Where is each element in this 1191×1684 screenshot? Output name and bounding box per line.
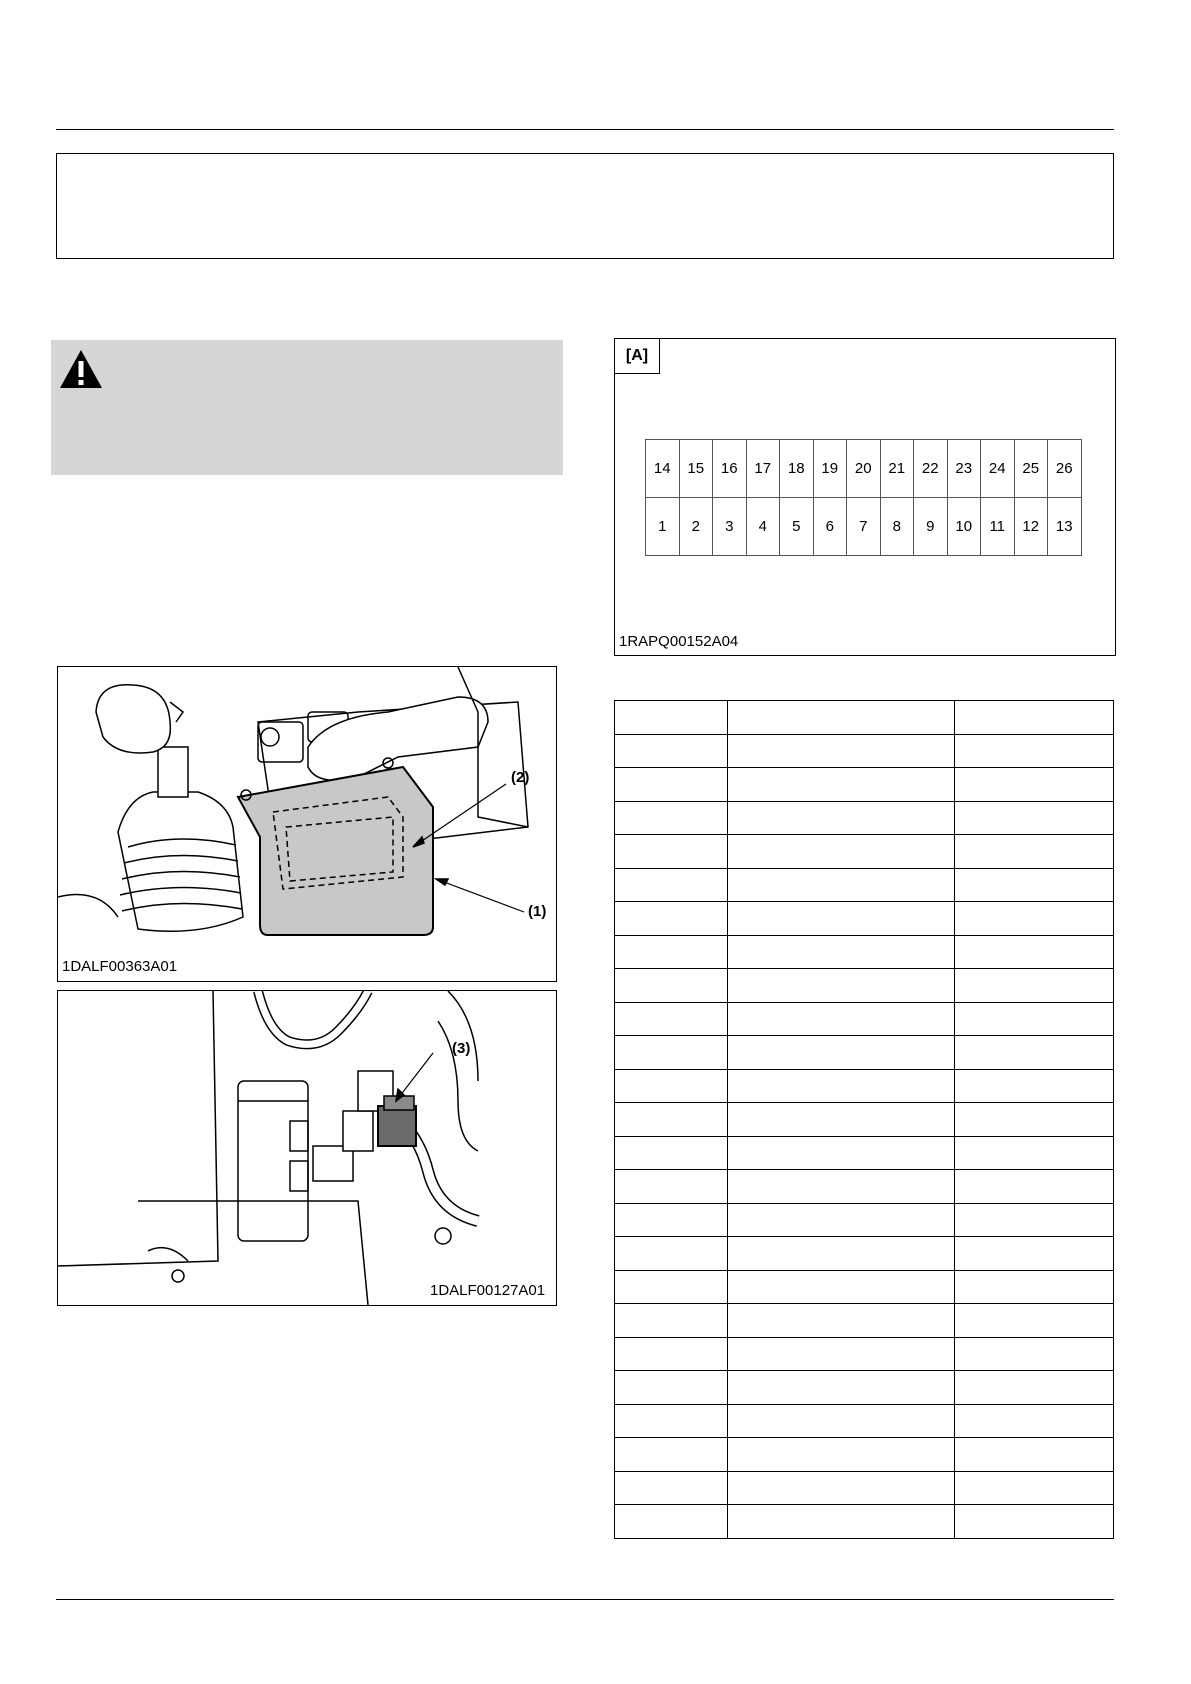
table-cell — [728, 969, 955, 1003]
table-row — [615, 1505, 1114, 1539]
table-cell — [728, 1002, 955, 1036]
pin-cell: 3 — [713, 498, 747, 556]
pin-cell: 4 — [746, 498, 780, 556]
table-cell — [728, 902, 955, 936]
pin-cell: 10 — [947, 498, 981, 556]
table-cell — [955, 1304, 1114, 1338]
pin-cell: 23 — [947, 440, 981, 498]
table-cell — [615, 801, 728, 835]
callout-1: (1) — [528, 903, 547, 920]
table-cell — [955, 801, 1114, 835]
table-row — [615, 734, 1114, 768]
pin-cell: 21 — [880, 440, 914, 498]
table-row — [615, 1471, 1114, 1505]
pin-cell: 20 — [847, 440, 881, 498]
table-cell — [615, 1170, 728, 1204]
pin-cell: 8 — [880, 498, 914, 556]
table-row — [615, 701, 1114, 735]
table-cell — [728, 1337, 955, 1371]
table-cell — [615, 935, 728, 969]
relay-illustration — [58, 991, 556, 1305]
table-row — [615, 1270, 1114, 1304]
table-cell — [728, 801, 955, 835]
table-cell — [615, 1270, 728, 1304]
table-cell — [615, 1505, 728, 1539]
connector-label: [A] — [615, 339, 660, 374]
pin-cell: 22 — [914, 440, 948, 498]
table-cell — [615, 768, 728, 802]
table-cell — [728, 1069, 955, 1103]
connector-pin-table — [645, 439, 1082, 556]
footer-rule — [56, 1599, 1114, 1600]
table-row — [615, 835, 1114, 869]
table-row — [615, 868, 1114, 902]
pin-cell: 19 — [813, 440, 847, 498]
table-cell — [615, 1136, 728, 1170]
table-cell — [728, 1404, 955, 1438]
table-row — [615, 969, 1114, 1003]
table-cell — [955, 1069, 1114, 1103]
table-cell — [955, 1505, 1114, 1539]
table-cell — [615, 1036, 728, 1070]
table-row — [615, 1170, 1114, 1204]
cover-illustration — [58, 667, 556, 981]
table-cell — [615, 1337, 728, 1371]
table-cell — [615, 868, 728, 902]
pin-row-bottom — [646, 498, 1082, 556]
table-cell — [955, 868, 1114, 902]
table-cell — [955, 1471, 1114, 1505]
table-cell — [955, 1103, 1114, 1137]
figure-relay-location — [57, 990, 557, 1306]
connector-pin-diagram — [614, 338, 1116, 656]
table-cell — [955, 1203, 1114, 1237]
table-cell — [728, 701, 955, 735]
table-cell — [615, 1002, 728, 1036]
pin-cell: 14 — [646, 440, 680, 498]
table-cell — [615, 701, 728, 735]
pin-cell: 5 — [780, 498, 814, 556]
table-cell — [728, 768, 955, 802]
pin-cell: 16 — [713, 440, 747, 498]
table-row — [615, 1237, 1114, 1271]
pin-cell: 18 — [780, 440, 814, 498]
pin-cell: 2 — [679, 498, 713, 556]
table-cell — [728, 1438, 955, 1472]
pin-cell: 15 — [679, 440, 713, 498]
table-cell — [615, 902, 728, 936]
table-cell — [728, 868, 955, 902]
pin-cell: 1 — [646, 498, 680, 556]
table-cell — [955, 1002, 1114, 1036]
table-cell — [615, 969, 728, 1003]
table-row — [615, 1069, 1114, 1103]
table-cell — [728, 1505, 955, 1539]
table-row — [615, 1002, 1114, 1036]
warning-panel — [51, 340, 563, 475]
pin-cell: 7 — [847, 498, 881, 556]
table-row — [615, 768, 1114, 802]
table-cell — [728, 1237, 955, 1271]
table-row — [615, 1438, 1114, 1472]
table-cell — [615, 1203, 728, 1237]
pin-cell: 24 — [981, 440, 1015, 498]
table-cell — [728, 1136, 955, 1170]
table-cell — [955, 701, 1114, 735]
table-row — [615, 1203, 1114, 1237]
warning-triangle-icon — [58, 348, 104, 390]
table-cell — [955, 1337, 1114, 1371]
pin-spec-table — [614, 700, 1114, 1539]
pin-cell: 25 — [1014, 440, 1048, 498]
header-rule — [56, 129, 1114, 130]
table-row — [615, 1337, 1114, 1371]
pin-cell: 26 — [1048, 440, 1082, 498]
table-cell — [728, 835, 955, 869]
table-cell — [955, 734, 1114, 768]
pin-cell: 11 — [981, 498, 1015, 556]
table-row — [615, 1103, 1114, 1137]
table-cell — [728, 734, 955, 768]
table-cell — [955, 902, 1114, 936]
table-cell — [615, 1103, 728, 1137]
table-row — [615, 1036, 1114, 1070]
table-cell — [955, 1438, 1114, 1472]
table-cell — [955, 835, 1114, 869]
table-cell — [615, 1404, 728, 1438]
table-cell — [615, 1438, 728, 1472]
table-cell — [955, 1136, 1114, 1170]
table-cell — [615, 1304, 728, 1338]
table-row — [615, 902, 1114, 936]
table-cell — [728, 1036, 955, 1070]
table-cell — [955, 935, 1114, 969]
table-cell — [955, 969, 1114, 1003]
table-cell — [728, 1371, 955, 1405]
callout-2: (2) — [511, 769, 530, 786]
table-cell — [728, 1103, 955, 1137]
figure-code: 1RAPQ00152A04 — [619, 633, 739, 650]
table-row — [615, 1136, 1114, 1170]
table-row — [615, 935, 1114, 969]
pin-cell: 17 — [746, 440, 780, 498]
table-cell — [615, 1069, 728, 1103]
pin-cell: 6 — [813, 498, 847, 556]
table-cell — [615, 1371, 728, 1405]
table-cell — [728, 1203, 955, 1237]
table-cell — [955, 1270, 1114, 1304]
pin-cell: 13 — [1048, 498, 1082, 556]
table-row — [615, 1404, 1114, 1438]
table-cell — [728, 1270, 955, 1304]
table-cell — [955, 1237, 1114, 1271]
table-cell — [615, 734, 728, 768]
table-cell — [728, 1471, 955, 1505]
table-cell — [955, 1170, 1114, 1204]
table-cell — [615, 835, 728, 869]
table-cell — [955, 1036, 1114, 1070]
title-box — [56, 153, 1114, 259]
pin-row-top — [646, 440, 1082, 498]
table-cell — [955, 1404, 1114, 1438]
table-row — [615, 1304, 1114, 1338]
table-cell — [728, 1304, 955, 1338]
pin-cell: 9 — [914, 498, 948, 556]
table-cell — [615, 1471, 728, 1505]
callout-3: (3) — [452, 1040, 471, 1057]
figure-control-box-cover — [57, 666, 557, 982]
figure-code: 1DALF00127A01 — [430, 1282, 546, 1299]
table-cell — [955, 768, 1114, 802]
table-cell — [615, 1237, 728, 1271]
table-cell — [955, 1371, 1114, 1405]
pin-cell: 12 — [1014, 498, 1048, 556]
table-row — [615, 1371, 1114, 1405]
table-cell — [728, 1170, 955, 1204]
table-cell — [728, 935, 955, 969]
figure-code: 1DALF00363A01 — [62, 958, 178, 975]
table-row — [615, 801, 1114, 835]
